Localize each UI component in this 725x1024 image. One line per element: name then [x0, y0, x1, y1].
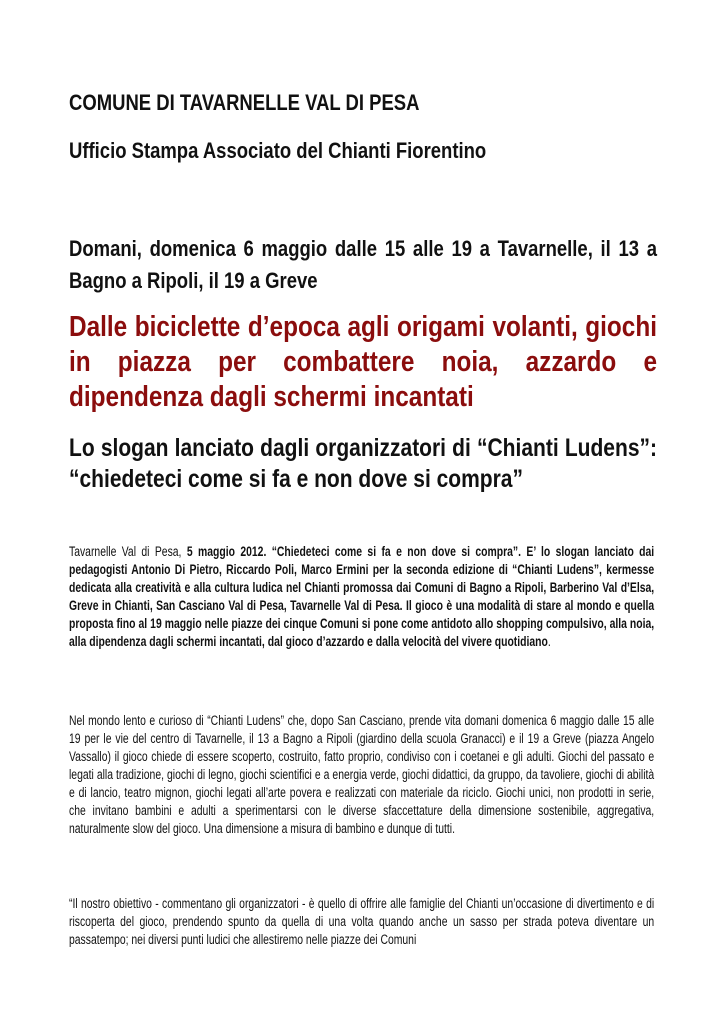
municipality-heading: COMUNE DI TAVARNELLE VAL DI PESA [69, 90, 420, 115]
paragraph-body: Nel mondo lento e curioso di “Chianti Ludens” che, dopo San Casciano, prende vita domani domenica 6 maggio dalle 15 alle 19 per le vie del centro di Tavarnelle, il 13 a Bagno a Ripoli (giardino della scuola Granacci) e il 19 a Greve (piazza Angelo Vassallo) il gioco chiede di essere scoperto, costruito, fatto proprio, condiviso con i coetanei e gli adulti. Giochi del passato e legati alla tradizione, giochi di legno, giochi scientifici e a energia verde, giochi didattici, da gruppo, da tavoliere, giochi di abilità e di lancio, teatro mignon, giochi legati all’arte povera e realizzati con materiale da riciclo. Giochi unici, non prodotti in serie, che invitano bambini e adulti a sperimentarsi con le diverse sfaccettature della dimensione sostenibile, aggregativa, naturalmente slow del gioco. Una dimensione a misura di bambino e dunque di tutti. [69, 713, 655, 836]
event-subheading: Domani, domenica 6 maggio dalle 15 alle 19 a Tavarnelle, il 13 a Bagno a Ripoli, il 19 a Greve [69, 236, 657, 293]
intro-bold-text: 5 maggio 2012. “Chiedeteci come si fa e non dove si compra”. E’ lo slogan lanciato dai pedagogisti Antonio Di Pietro, Riccardo Poli, Marco Ermini per la seconda edizione di “Chianti Ludens”, kermesse dedicata alla creatività e alla cultura ludica nel Chianti promossa dai Comuni di Bagno a Ripoli, Barberino Val d’Elsa, Greve in Chianti, San Casciano Val di Pesa, Tavarnelle Val di Pesa. Il gioco è una modalità di stare al mondo e quella proposta fino al 19 maggio nelle piazze dei cinque Comuni si pone come antidoto allo shopping compulsivo, alla noia, alla dipendenza dagli schermi incantati, dal gioco d’azzardo e dalla velocità del vivere quotidiano [69, 544, 655, 649]
paragraph-intro [69, 543, 654, 651]
press-office-heading: Ufficio Stampa Associato del Chianti Fiorentino [69, 138, 487, 163]
article-title: Dalle biciclette d’epoca agli origami volanti, giochi in piazza per combattere noia, azzardo e dipendenza dagli schermi incantati [69, 311, 657, 413]
dateline-place: Tavarnelle Val di Pesa, [69, 544, 187, 559]
slogan-heading: Lo slogan lanciato dagli organizzatori di “Chianti Ludens”: “chiedeteci come si fa e non dove si compra” [69, 434, 657, 493]
intro-end: . [547, 634, 551, 649]
paragraph-quote: “Il nostro obiettivo - commentano gli organizzatori - è quello di offrire alle famiglie del Chianti un’occasione di divertimento e di riscoperta del gioco, prendendo spunto da quella di una volta quando anche un sasso per strada poteva diventare un passatempo; nei diversi punti ludici che allestiremo nelle piazze dei Comuni [69, 896, 655, 947]
